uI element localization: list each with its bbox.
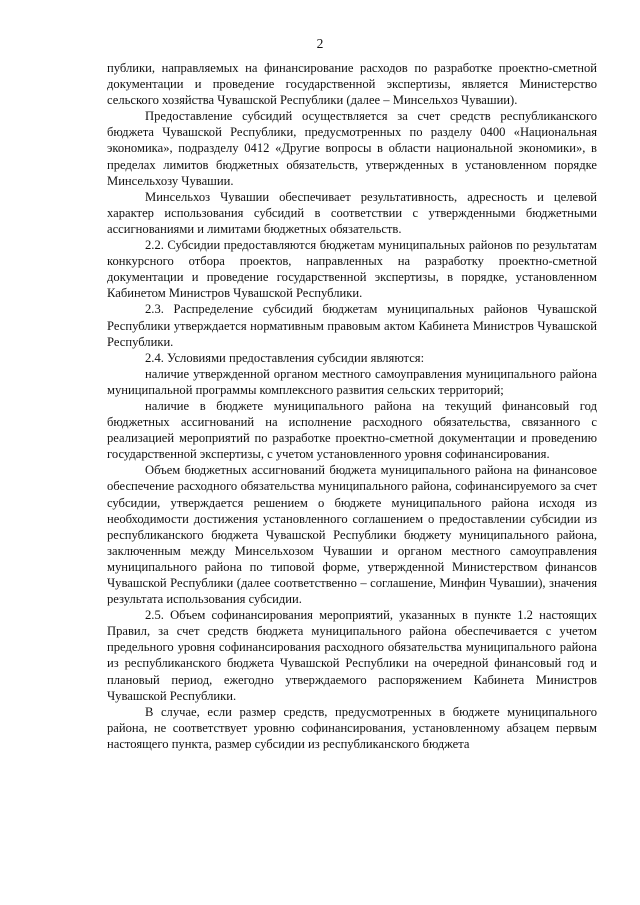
paragraph-continuation: публики, направляемых на финансирование расходов по разработке проектно-сметной документации и проведение государственной экспертизы, является Министерство сельского хозяйства Чувашской Республики (далее – Минсельхоз Чувашии). (107, 61, 597, 108)
paragraph-condition-program: наличие утвержденной органом местного самоуправления муниципального района муниципальной программы комплексного развития сельских территорий; (107, 366, 597, 397)
paragraph-2-2: 2.2. Субсидии предоставляются бюджетам муниципальных районов по результатам конкурсного отбора проектов, направленных на разработку проектно-сметной документации и проведение государственной экспертизы, в порядке, установленном Кабинетом Министров Чувашской Республики. (107, 238, 597, 301)
paragraph-2-5: 2.5. Объем софинансирования мероприятий, указанных в пункте 1.2 настоящих Правил, за счет средств бюджета муниципального района обеспечивается с учетом предельного уровня софинансирования расходного обязательства муниципального района из республиканского бюджета Чувашской Республики на очередной финансовый год и плановый период, ежегодно утверждаемого распоряжением Кабинета Министров Чувашской Республики. (107, 608, 597, 703)
paragraph-ministry-responsibility: Минсельхоз Чувашии обеспечивает результативность, адресность и целевой характер использования субсидий в соответствии с утвержденными бюджетными ассигнованиями и лимитами бюджетных обязательств. (107, 189, 597, 236)
body-text (107, 60, 597, 752)
page-number: 2 (316, 36, 324, 51)
paragraph-mismatch-case: В случае, если размер средств, предусмотренных в бюджете муниципального района, не соответствует уровню софинансирования, установленному абзацем первым настоящего пункта, размер субсидии из республиканского бюджета (107, 704, 597, 751)
paragraph-subsidy-source: Предоставление субсидий осуществляется за счет средств республиканского бюджета Чувашской Республики, предусмотренных по разделу 0400 «Национальная экономика», подразделу 0412 «Другие вопросы в области национальной экономики», в пределах лимитов бюджетных обязательств, утвержденных в установленном порядке Минсельхозу Чувашии. (107, 109, 597, 188)
paragraph-2-3: 2.3. Распределение субсидий бюджетам муниципальных районов Чувашской Республики утверждается нормативным правовым актом Кабинета Министров Чувашской Республики. (107, 302, 597, 349)
paragraph-condition-budget: наличие в бюджете муниципального района на текущий финансовый год бюджетных ассигнований на исполнение расходного обязательства, связанного с реализацией мероприятий по разработке проектно-сметной документации и проведению государственной экспертизы, с учетом установленного уровня софинансирования. (107, 398, 597, 462)
paragraph-2-4: 2.4. Условиями предоставления субсидии являются: (145, 350, 425, 365)
paragraph-budget-volume: Объем бюджетных ассигнований бюджета муниципального района на финансовое обеспечение расходного обязательства муниципального района, софинансируемого за счет субсидии, утверждается решением о бюджете муниципального района исходя из необходимости достижения установленного соглашением о предоставлении субсидии из республиканского бюджета Чувашской Республики бюджету муниципального района, заключенным между Минсельхозом Чувашии и органом местного самоуправления муниципального района по типовой форме, утвержденной Министерством финансов Чувашской Республики (далее соответственно – соглашение, Минфин Чувашии), значения результата использования субсидии. (107, 463, 597, 607)
